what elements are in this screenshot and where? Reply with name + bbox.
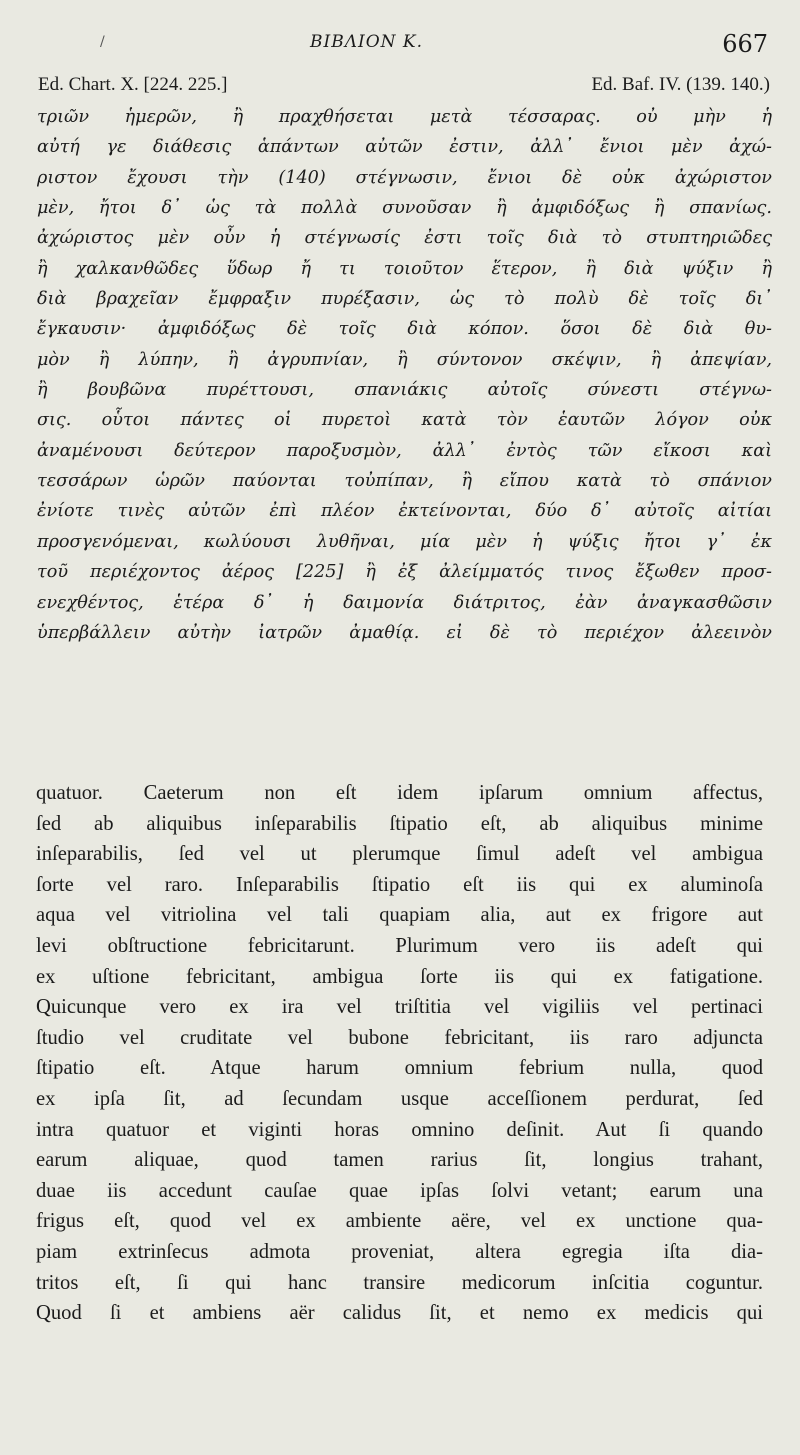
latin-text-line: quatuor. Caeterum non eſt idem ipſarum omnium affectus, <box>36 782 763 804</box>
latin-text-line: ſtipatio eſt. Atque harum omnium febrium nulla, quod <box>36 1057 763 1080</box>
running-head <box>0 30 800 64</box>
latin-text-line: earum aliquae, quod tamen rarius ſit, longius trahant, <box>36 1149 763 1172</box>
latin-text-line: frigus eſt, quod vel ex ambiente aëre, vel ex unctione qua- <box>36 1210 763 1233</box>
latin-text-line: Quod ſi et ambiens aër calidus ſit, et nemo ex medicis qui <box>36 1302 763 1325</box>
margin-mark: / <box>100 34 105 50</box>
latin-text-line: Quicunque vero ex ira vel triſtitia vel vigiliis vel pertinaci <box>36 996 763 1019</box>
greek-text-line: ἀναμένουσι δεύτερον παροξυσμὸν, ἀλλ᾽ ἐντὸς τῶν εἴκοσι καὶ <box>37 440 772 461</box>
latin-text-line: duae iis accedunt cauſae quae ipſas ſolvi vetant; earum una <box>36 1179 763 1202</box>
latin-text-block <box>36 778 763 1329</box>
greek-text-line: ἔγκαυσιν· ἀμφιδόξως δὲ τοῖς διὰ κόπον. ὅσοι δὲ διὰ θυ- <box>37 319 772 340</box>
greek-text-line: προσγενόμεναι, κωλύουσι λυθῆναι, μία μὲν ἡ ψύξις ἤτοι γ᾽ ἐκ <box>37 531 772 552</box>
latin-text-line: ſed ab aliquibus inſeparabilis ſtipatio eſt, ab aliquibus minime <box>36 812 763 835</box>
page-number: 667 <box>722 30 768 58</box>
greek-text-line: τοῦ περιέχοντος ἀέρος [225] ἢ ἐξ ἀλείμματός τινος ἔξωθεν προσ- <box>37 562 772 583</box>
greek-text-line: ἀχώριστος μὲν οὖν ἡ στέγνωσίς ἐστι τοῖς διὰ τὸ στυπτηριῶδες <box>37 228 772 249</box>
latin-text-line: intra quatuor et viginti horas omnino deſinit. Aut ſi quando <box>36 1118 763 1141</box>
greek-text-line: ἐνίοτε τινὲς αὐτῶν ἐπὶ πλέον ἐκτείνονται, δύο δ᾽ αὐτοῖς αἰτίαι <box>37 501 772 522</box>
greek-text-line: μὲν, ἤτοι δ᾽ ὡς τὰ πολλὰ συνοῦσαν ἢ ἀμφιδόξως ἢ σπανίως. <box>37 198 772 219</box>
latin-text-line: aqua vel vitriolina vel tali quapiam alia, aut ex frigore aut <box>36 904 763 927</box>
greek-text-line: αὐτή γε διάθεσις ἁπάντων αὐτῶν ἐστιν, ἀλλ᾽ ἔνιοι μὲν ἀχώ- <box>37 137 772 158</box>
greek-text-line: διὰ βραχεῖαν ἔμφραξιν πυρέξασιν, ὡς τὸ πολὺ δὲ τοῖς δι᾽ <box>37 289 772 310</box>
latin-text-line: tritos eſt, ſi qui hanc transire medicorum inſcitia coguntur. <box>36 1271 763 1294</box>
latin-text-line: ex ipſa ſit, ad ſecundam usque acceſſionem perdurat, ſed <box>36 1087 763 1110</box>
latin-text-line: piam extrinſecus admota proveniat, altera egregia iſta dia- <box>36 1240 763 1263</box>
latin-text-line: ex uſtione febricitant, ambigua ſorte iis qui ex fatigatione. <box>36 965 763 988</box>
greek-text-line: ἢ βουβῶνα πυρέττουσι, σπανιάκις αὐτοῖς σύνεστι στέγνω- <box>37 380 772 401</box>
edition-reference-chartier: Ed. Chart. X. [224. 225.] <box>38 74 228 95</box>
greek-text-line: ὑπερβάλλειν αὐτὴν ἰατρῶν ἀμαθίᾳ. εἰ δὲ τὸ περιέχον ἀλεεινὸν <box>37 622 772 643</box>
edition-references <box>38 74 770 100</box>
latin-text-line: inſeparabilis, ſed vel ut plerumque ſimul adeſt vel ambigua <box>36 843 763 866</box>
greek-text-line: ενεχθέντος, ἑτέρα δ᾽ ἡ δαιμονία διάτριτος, ἐὰν ἀναγκασθῶσιν <box>37 592 772 613</box>
greek-text-line: σις. οὗτοι πάντες οἱ πυρετοὶ κατὰ τὸν ἑαυτῶν λόγον οὐκ <box>37 410 772 431</box>
running-title: BIBΛΙΟΝ K. <box>310 32 424 52</box>
edition-reference-basel: Ed. Baf. IV. (139. 140.) <box>591 74 770 95</box>
latin-text-line: ſtudio vel cruditate vel bubone febricitant, iis raro adjuncta <box>36 1026 763 1049</box>
greek-text-line: ἢ χαλκανθῶδες ὕδωρ ἤ τι τοιοῦτον ἕτερον, ἢ διὰ ψύξιν ἢ <box>37 258 772 279</box>
greek-text-line: μὸν ἢ λύπην, ἢ ἀγρυπνίαν, ἢ σύντονον σκέψιν, ἢ ἀπεψίαν, <box>37 349 772 370</box>
latin-text-line: levi obſtructione febricitarunt. Plurimum vero iis adeſt qui <box>36 934 763 957</box>
greek-text-block <box>37 102 772 648</box>
greek-text-line: ριστον ἔχουσι τὴν (140) στέγνωσιν, ἔνιοι δὲ οὐκ ἀχώριστον <box>37 167 772 188</box>
latin-text-line: ſorte vel raro. Inſeparabilis ſtipatio eſt iis qui ex aluminoſa <box>36 873 763 896</box>
greek-text-line: τριῶν ἡμερῶν, ἢ πραχθήσεται μετὰ τέσσαρας. οὐ μὴν ἡ <box>37 107 772 127</box>
greek-text-line: τεσσάρων ὡρῶν παύονται τοὐπίπαν, ἢ εἴπου κατὰ τὸ σπάνιον <box>37 471 772 492</box>
